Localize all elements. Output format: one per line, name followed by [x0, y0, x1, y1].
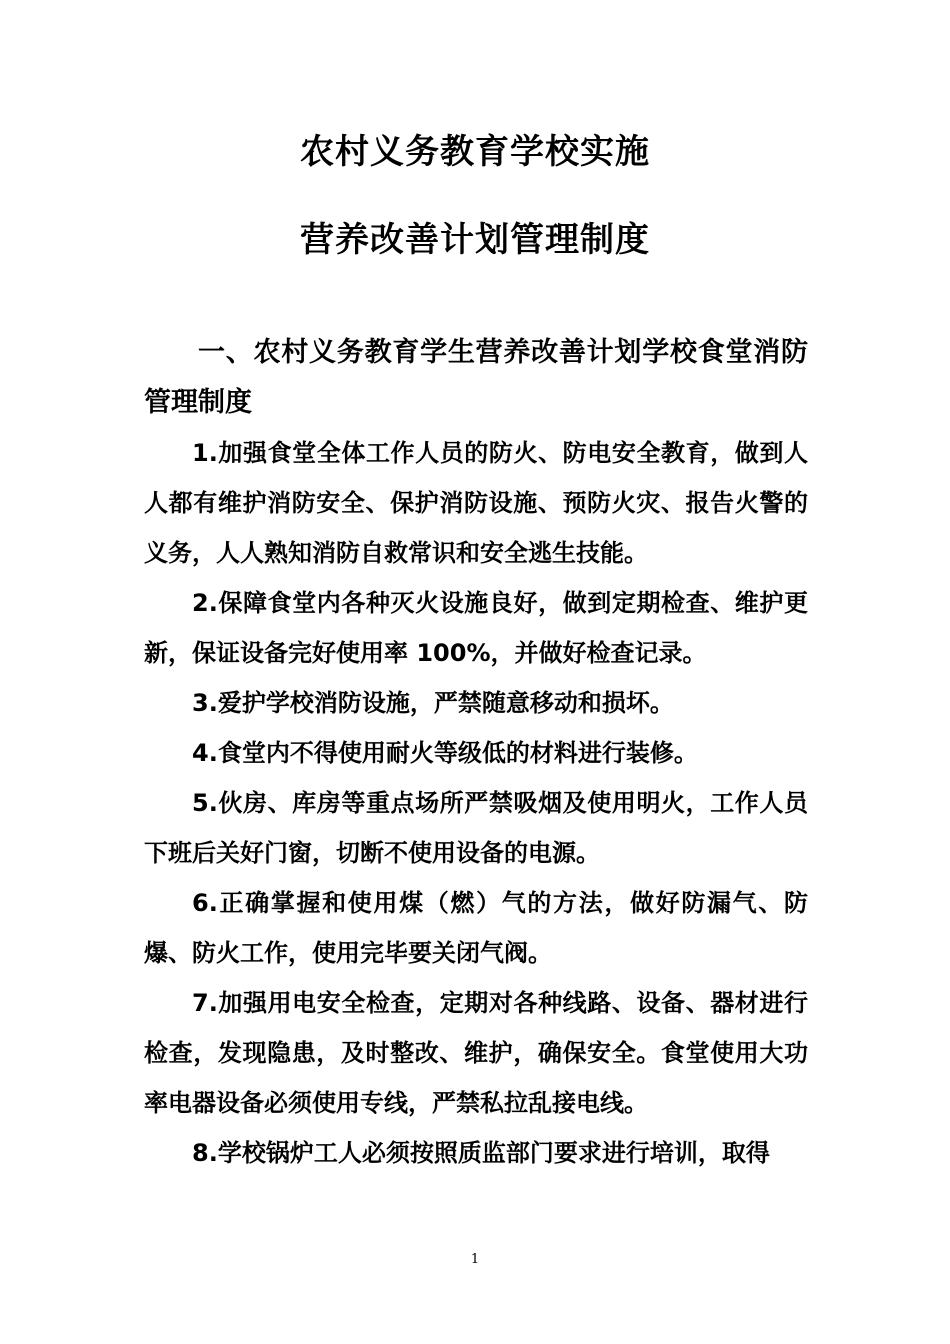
paragraph-7: 7.加强用电安全检查，定期对各种线路、设备、器材进行检查，发现隐患，及时整改、维护，确保安全。食堂使用大功率电器设备必须使用专线，严禁私拉乱接电线。 — [144, 989, 808, 1117]
document-title — [0, 108, 950, 284]
title-line-2: 营养改善计划管理制度 — [300, 220, 650, 260]
title-line-1: 农村义务教育学校实施 — [300, 132, 650, 172]
paragraph-6: 6.正确掌握和使用煤（燃）气的方法，做好防漏气、防爆、防火工作，使用完毕要关闭气阀。 — [144, 889, 808, 967]
paragraph-5: 5.伙房、库房等重点场所严禁吸烟及使用明火，工作人员下班后关好门窗，切断不使用设备的电源。 — [144, 789, 808, 867]
paragraph-8: 8.学校锅炉工人必须按照质监部门要求进行培训，取得 — [192, 1139, 770, 1167]
page-number: 1 — [470, 1252, 480, 1267]
paragraph-3: 3.爱护学校消防设施，严禁随意移动和损坏。 — [192, 689, 674, 717]
paragraph-4: 4.食堂内不得使用耐火等级低的材料进行装修。 — [192, 739, 698, 767]
document-body — [144, 328, 808, 1178]
section-heading: 一、农村义务教育学生营养改善计划学校食堂消防管理制度 — [144, 337, 808, 418]
paragraph-2: 2.保障食堂内各种灭火设施良好，做到定期检查、维护更新，保证设备完好使用率 100%，并做好检查记录。 — [144, 589, 808, 667]
paragraph-1: 1.加强食堂全体工作人员的防火、防电安全教育，做到人人都有维护消防安全、保护消防设施、预防火灾、报告火警的义务，人人熟知消防自救常识和安全逃生技能。 — [144, 439, 808, 567]
